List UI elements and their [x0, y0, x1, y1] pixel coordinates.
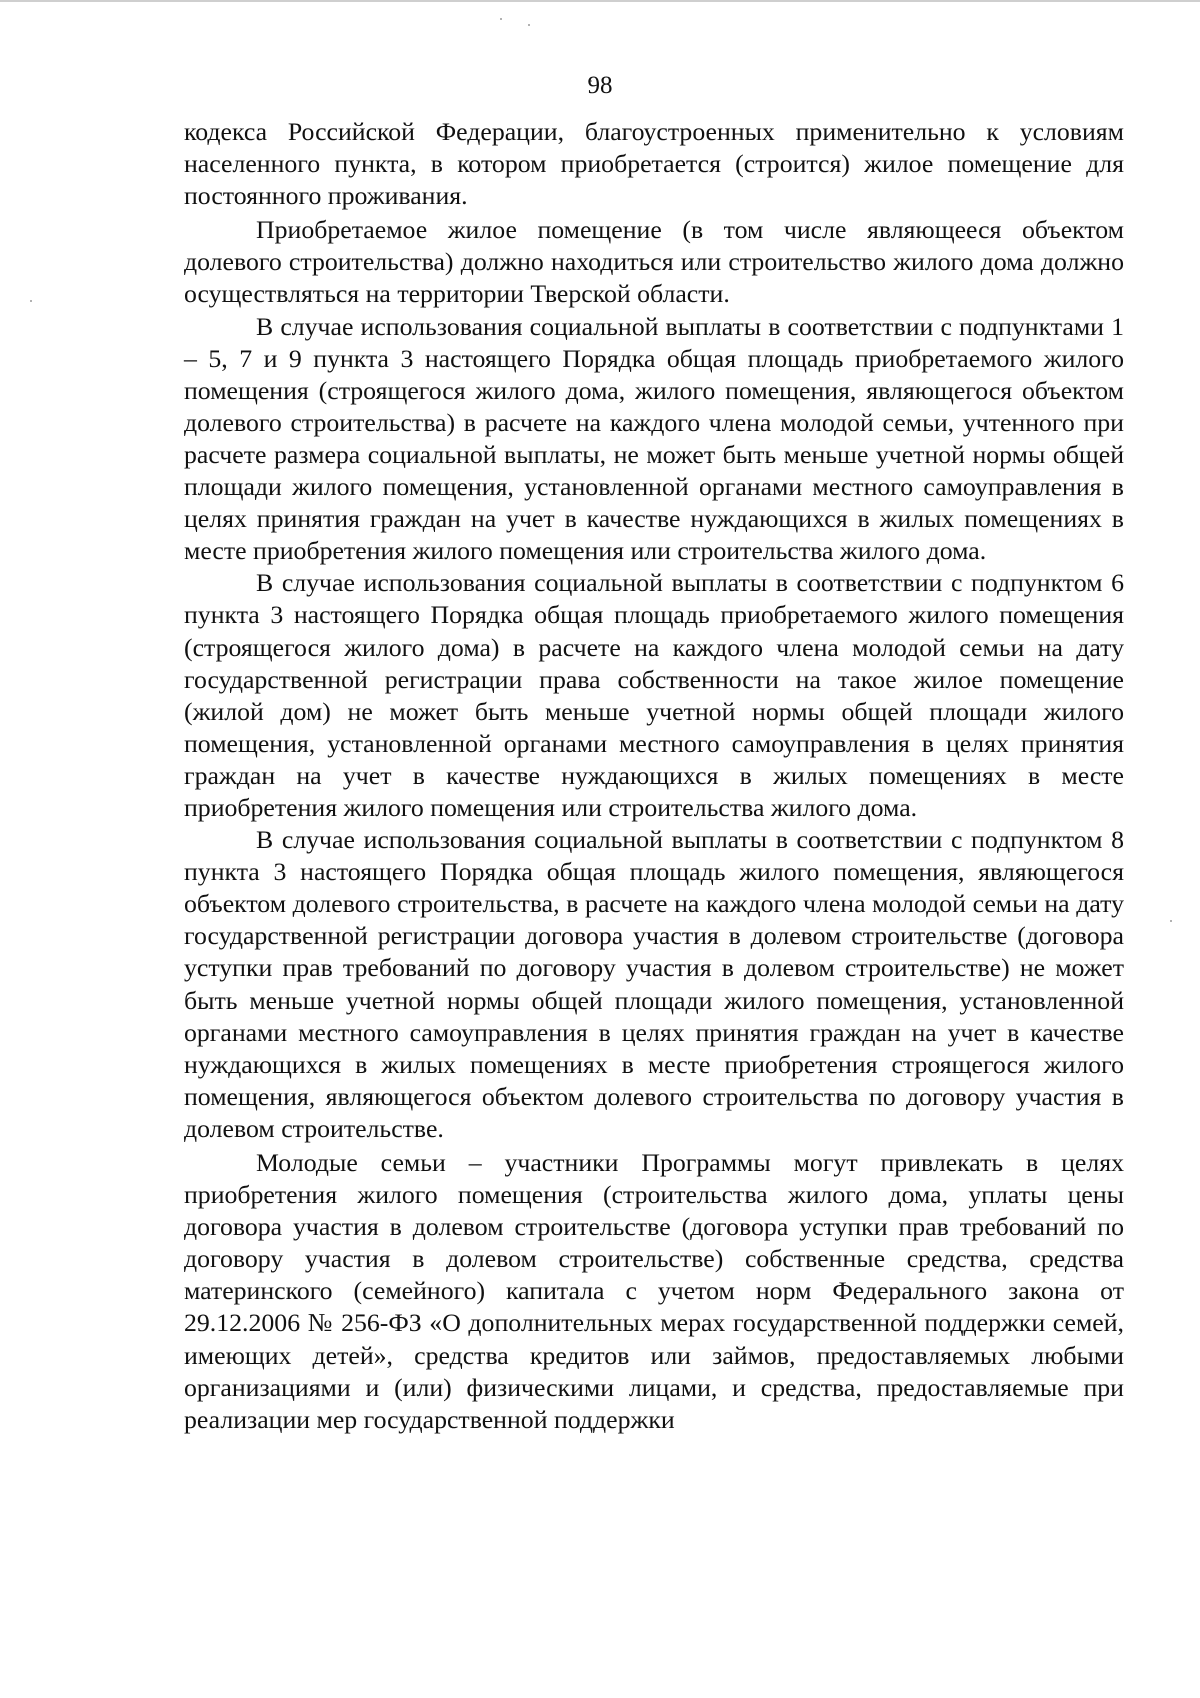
scan-speck [528, 24, 530, 26]
scan-speck [30, 300, 32, 302]
page-number: 98 [587, 72, 613, 99]
paragraph: кодекса Российской Федерации, благоустроенных применительно к условиям населенного пункта, в котором приобретается (строится) жилое помещение для постоянного проживания. [184, 117, 1124, 211]
paragraph: Приобретаемое жилое помещение (в том числе являющееся объектом долевого строительства) должно находиться или строительство жилого дома должно осуществляться на территории Тверской области. [184, 215, 1124, 309]
paragraph: Молодые семьи – участники Программы могут привлекать в целях приобретения жилого помещения (строительства жилого дома, уплаты цены договора участия в долевом строительстве (договора уступки прав требований по договору участия в долевом строительстве) собственные средства, средства материнского (семейного) капитала с учетом норм Федерального закона от 29.12.2006 № 256-ФЗ «О дополнительных мерах государственной поддержки семей, имеющих детей», средства кредитов или займов, предоставляемых любыми организациями и (или) физическими лицами, и средства, предоставляемые при реализации мер государственной поддержки [184, 1148, 1124, 1434]
paragraph: В случае использования социальной выплаты в соответствии с подпунктом 8 пункта 3 настоящего Порядка общая площадь жилого помещения, являющегося объектом долевого строительства, в расчете на каждого члена молодой семьи на дату государственной регистрации договора участия в долевом строительстве (договора уступки прав требований по договору участия в долевом строительстве) не может быть меньше учетной нормы общей площади жилого помещения, установленной органами местного самоуправления в целях принятия граждан на учет в качестве нуждающихся в жилых помещениях в месте приобретения строящегося жилого помещения, являющегося объектом долевого строительства по договору участия в долевом строительстве. [184, 825, 1124, 1143]
scan-speck [1170, 920, 1172, 922]
scan-edge [0, 0, 1200, 2]
scan-speck [500, 18, 502, 20]
paragraph: В случае использования социальной выплаты в соответствии с подпунктами 1 – 5, 7 и 9 пункта 3 настоящего Порядка общая площадь приобретаемого жилого помещения (строящегося жилого дома, жилого помещения, являющегося объектом долевого строительства) в расчете на каждого члена молодой семьи, учтенного при расчете размера социальной выплаты, не может быть меньше учетной нормы общей площади жилого помещения, установленной органами местного самоуправления в целях принятия граждан на учет в качестве нуждающихся в жилых помещениях в месте приобретения жилого помещения или строительства жилого дома. [184, 311, 1124, 566]
body-text [184, 116, 1124, 1436]
paragraph: В случае использования социальной выплаты в соответствии с подпунктом 6 пункта 3 настоящего Порядка общая площадь приобретаемого жилого помещения (строящегося жилого дома) в расчете на каждого члена молодой семьи на дату государственной регистрации права собственности на такое жилое помещение (жилой дом) не может быть меньше учетной нормы общей площади жилого помещения, установленной органами местного самоуправления в целях принятия граждан на учет в качестве нуждающихся в жилых помещениях в месте приобретения жилого помещения или строительства жилого дома. [184, 568, 1124, 822]
